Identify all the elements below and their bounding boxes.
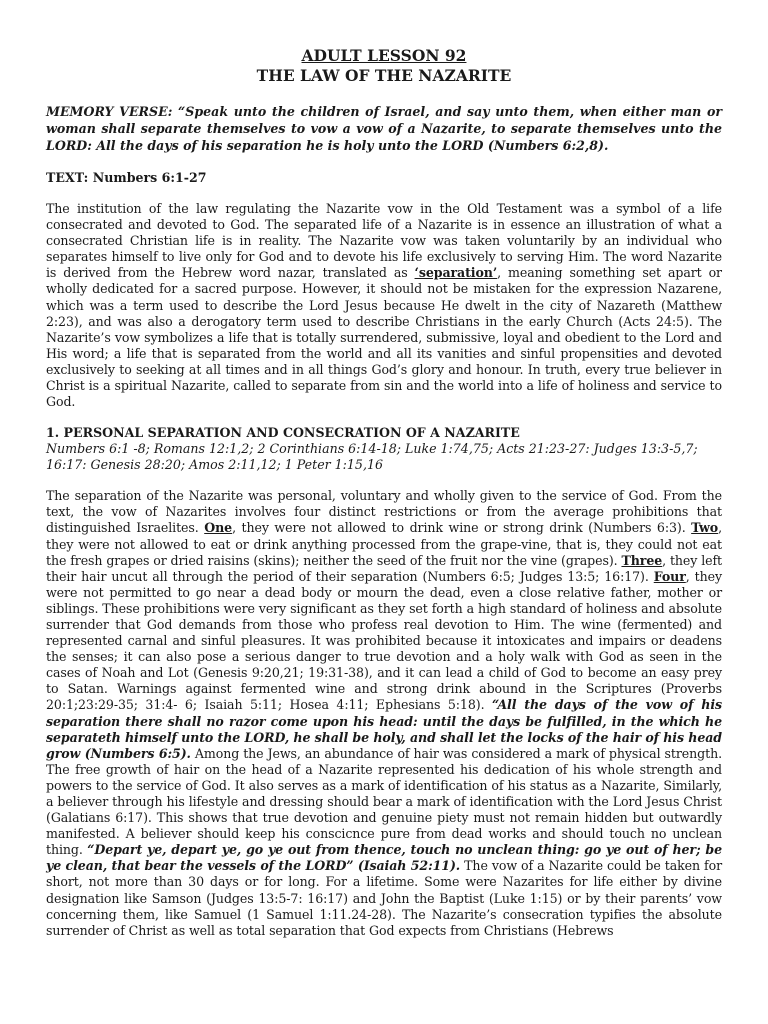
restriction-one-label: One (204, 520, 233, 536)
section-1-text-7: The vow of a Nazarite could be taken for short, not more than 30 days or for long. For a lifetime. Some were Nazarites for life either by divine designation like Samson (Judges 13:5-7: 16:17) and John the Baptist (Luke 1:15) or by their parents’ vow concerning them, like Samuel (1 Samuel 1:11.24-28). The Nazarite’s consecration typifies the absolute surrender of Christ as well as total separation that God expects from Christians (Hebrews (46, 858, 722, 938)
separation-term: ‘separation’ (414, 265, 498, 281)
lesson-number: ADULT LESSON 92 (301, 46, 467, 65)
intro-text-1: The institution of the law regulating the Nazarite vow in the Old Testament was a symbol of a life consecrated and devoted to God. The separated life of a Nazarite is in essence an illustration of what a consecrated Christian life is in reality. The Nazarite vow was taken voluntarily by an individual who separates himself to live only for God and to devote his life exclusively to serving Him. The word Nazarite is derived from the Hebrew word nazar, translated as (46, 201, 722, 281)
section-1-text-6: Among the Jews, an abundance of hair was considered a mark of physical strength. The free growth of hair on the head of a Nazarite represented his dedication of his whole strength and powers to the service of God. It also serves as a mark of identification of his status as a Nazarite, Similarly, a believer through his lifestyle and dressing should bear a mark of identification with the Lord Jesus Christ (Galatians 6:17). This shows that true devotion and genuine piety must not remain hidden but outwardly manifested. A believer should keep his conscicnce pure from dead works and should touch no unclean thing. (46, 745, 722, 858)
intro-paragraph (46, 201, 722, 410)
restriction-two-label: Two (691, 520, 719, 536)
section-1-text-2: , they were not allowed to drink wine or strong drink (Numbers 6:3). (232, 520, 692, 536)
text-reference: TEXT: Numbers 6:1-27 (46, 170, 207, 185)
section-1-text-3: , they were not allowed to eat or drink anything processed from the grape-vine, that is, they could not eat the fresh grapes or dried raisins (skins); neither the seed of the fruit nor the vine (grapes). (46, 520, 722, 568)
section-1-text-5: , they were not permitted to go near a dead body or mourn the dead, even a close relative father, mother or siblings. These prohibitions were very significant as they set forth a high standard of holiness and absolute surrender that God demands from those who profess real devotion to Him. The wine (fermented) and represented carnal and sinful pleasures. It was prohibited because it intoxicates and impairs or deadens the senses; it can also pose a serious danger to true devotion and a holy walk with God as seen in the cases of Noah and Lot (Genesis 9:20,21; 19:31-38), and it can lead a child of God to become an easy prey to Satan. Warnings against fermented wine and strong drink abound in the Scriptures (Proverbs 20:1;23:29-35; 31:4- 6; Isaiah 5:11; Hosea 4:11; Ephesians 5:18). (46, 568, 722, 713)
scripture-quote-numbers-6-5: “All the days of the vow of his separation there shall no razor come upon his head: until the days be fulfilled, in the which he separateth himself unto the LORD, he shall be holy, and shall let the locks of the hair of his head grow (Numbers 6:5). (46, 697, 723, 761)
memory-verse: MEMORY VERSE: “Speak unto the children of Israel, and say unto them, when either man or woman shall separate themselves to vow a vow of a Nazarite, to separate themselves unto the LORD: All the days of his separation he is holy unto the LORD (Numbers 6:2,8). (46, 104, 722, 153)
section-1-heading: 1. PERSONAL SEPARATION AND CONSECRATION OF A NAZARITE (46, 425, 520, 441)
restriction-four-label: Four (653, 568, 686, 584)
section-1-references: Numbers 6:1 -8; Romans 12:1,2; 2 Corinthians 6:14-18; Luke 1:74,75; Acts 21:23-27: Judges 13:3-5,7; 16:17: Genesis 28:20; Amos 2:11,12; 1 Peter 1:15,16 (46, 441, 698, 473)
section-1-text-1: The separation of the Nazarite was personal, voluntary and wholly given to the service of God. From the text, the vow of Nazarites involves four distinct restrictions or from the average prohibitions that distinguished Israelites. (46, 488, 722, 536)
intro-text-2: , meaning something set apart or wholly dedicated for a sacred purpose. However, it should not be mistaken for the expression Nazarene, which was a term used to describe the Lord Jesus because He dwelt in the city of Nazareth (Matthew 2:23), and was also a derogatory term used to describe Christians in the early Church (Acts 24:5). The Nazarite’s vow symbolizes a life that is totally surrendered, submissive, loyal and obedient to the Lord and His word; a life that is separated from the world and all its vanities and sinful propensities and devoted exclusively to seeking at all times and in all things God’s glory and honour. In truth, every true believer in Christ is a spiritual Nazarite, called to separate from sin and the world into a life of holiness and service to God. (46, 265, 722, 410)
section-1-paragraph (46, 488, 722, 939)
scripture-quote-isaiah-52-11: “Depart ye, depart ye, go ye out from thence, touch no unclean thing: go ye out of her; be ye clean, that bear the vessels of the LORD” (Isaiah 52:11). (46, 842, 722, 874)
section-1-text-4: , they left their hair uncut all through the period of their separation (Numbers 6:5; Judges 13:5; 16:17). (46, 552, 723, 584)
restriction-three-label: Three (621, 552, 663, 568)
lesson-title: THE LAW OF THE NAZARITE (256, 66, 512, 85)
